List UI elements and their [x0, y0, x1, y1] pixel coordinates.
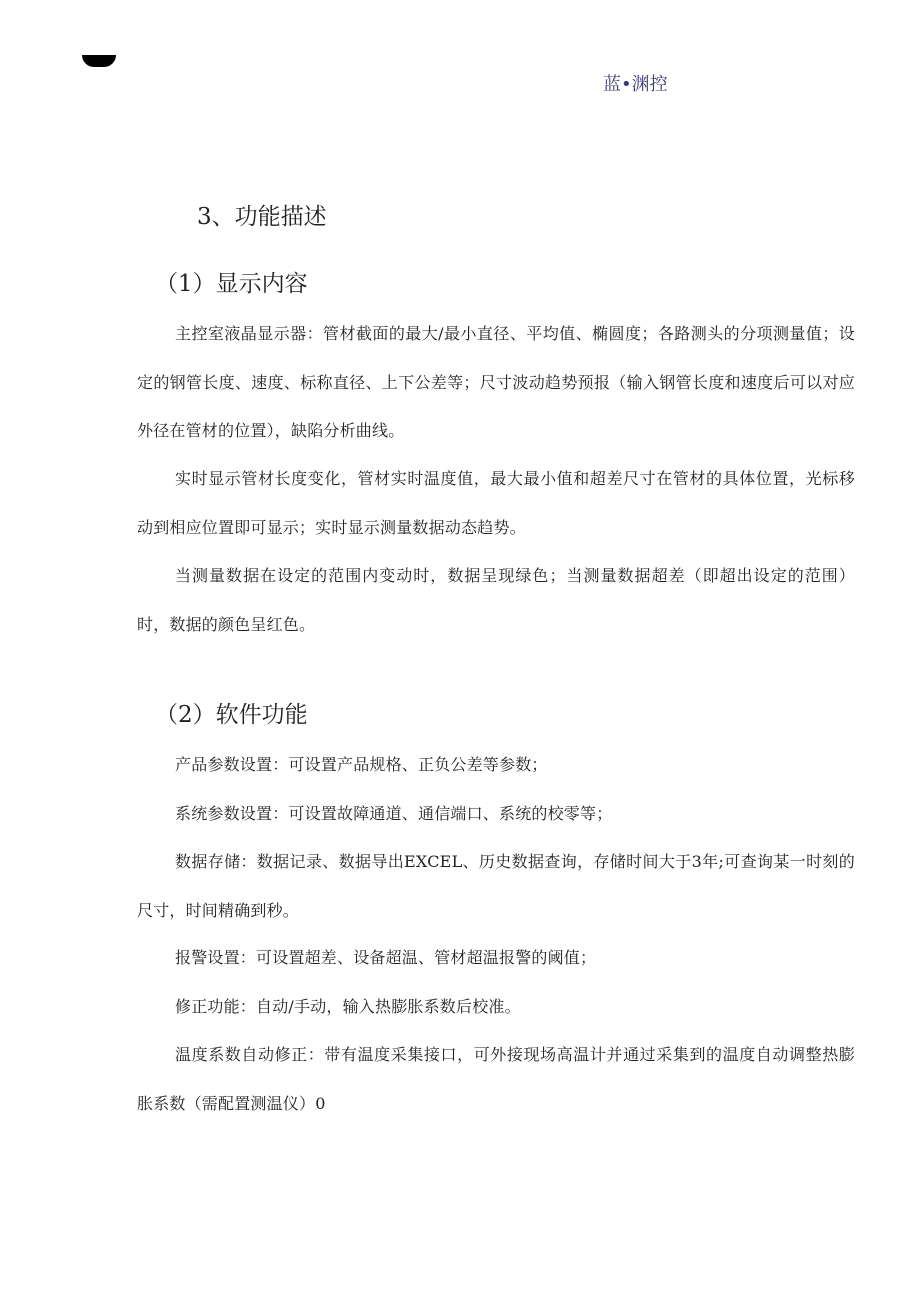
- paragraph: 实时显示管材长度变化，管材实时温度值，最大最小值和超差尺寸在管材的具体位置，光标移动到相应位置即可显示；实时显示测量数据动态趋势。: [137, 469, 855, 537]
- paragraph: 系统参数设置：可设置故障通道、通信端口、系统的校零等；: [175, 804, 613, 823]
- brand-name: 蓝•渊控: [603, 74, 668, 95]
- section-title: 3、功能描述: [197, 204, 327, 230]
- paragraph: 当测量数据在设定的范围内变动时，数据呈现绿色；当测量数据超差（即超出设定的范围）时，数据的颜色呈红色。: [137, 566, 855, 634]
- paragraph: 产品参数设置：可设置产品规格、正负公差等参数；: [175, 755, 548, 774]
- software-function-heading: （2）软件功能: [155, 702, 308, 728]
- display-content-heading: （1）显示内容: [155, 271, 308, 297]
- paragraph: 主控室液晶显示器：管材截面的最大/最小直径、平均值、椭圆度；各路测头的分项测量值；设定的钢管长度、速度、标称直径、上下公差等；尺寸波动趋势预报（输入钢管长度和速度后可以对应外径在管材的位置），缺陷分析曲线。: [137, 324, 855, 440]
- logo-mark: [82, 55, 116, 67]
- paragraph: 报警设置：可设置超差、设备超温、管材超温报警的阈值；: [175, 948, 597, 967]
- paragraph: 温度系数自动修正：带有温度采集接口，可外接现场高温计并通过采集到的温度自动调整热膨胀系数（需配置测温仪）0: [137, 1045, 855, 1113]
- paragraph: 修正功能：自动/手动，输入热膨胀系数后校准。: [175, 997, 521, 1016]
- paragraph: 数据存储：数据记录、数据导出EXCEL、历史数据查询，存储时间大于3年;可查询某一时刻的尺寸，时间精确到秒。: [137, 852, 855, 920]
